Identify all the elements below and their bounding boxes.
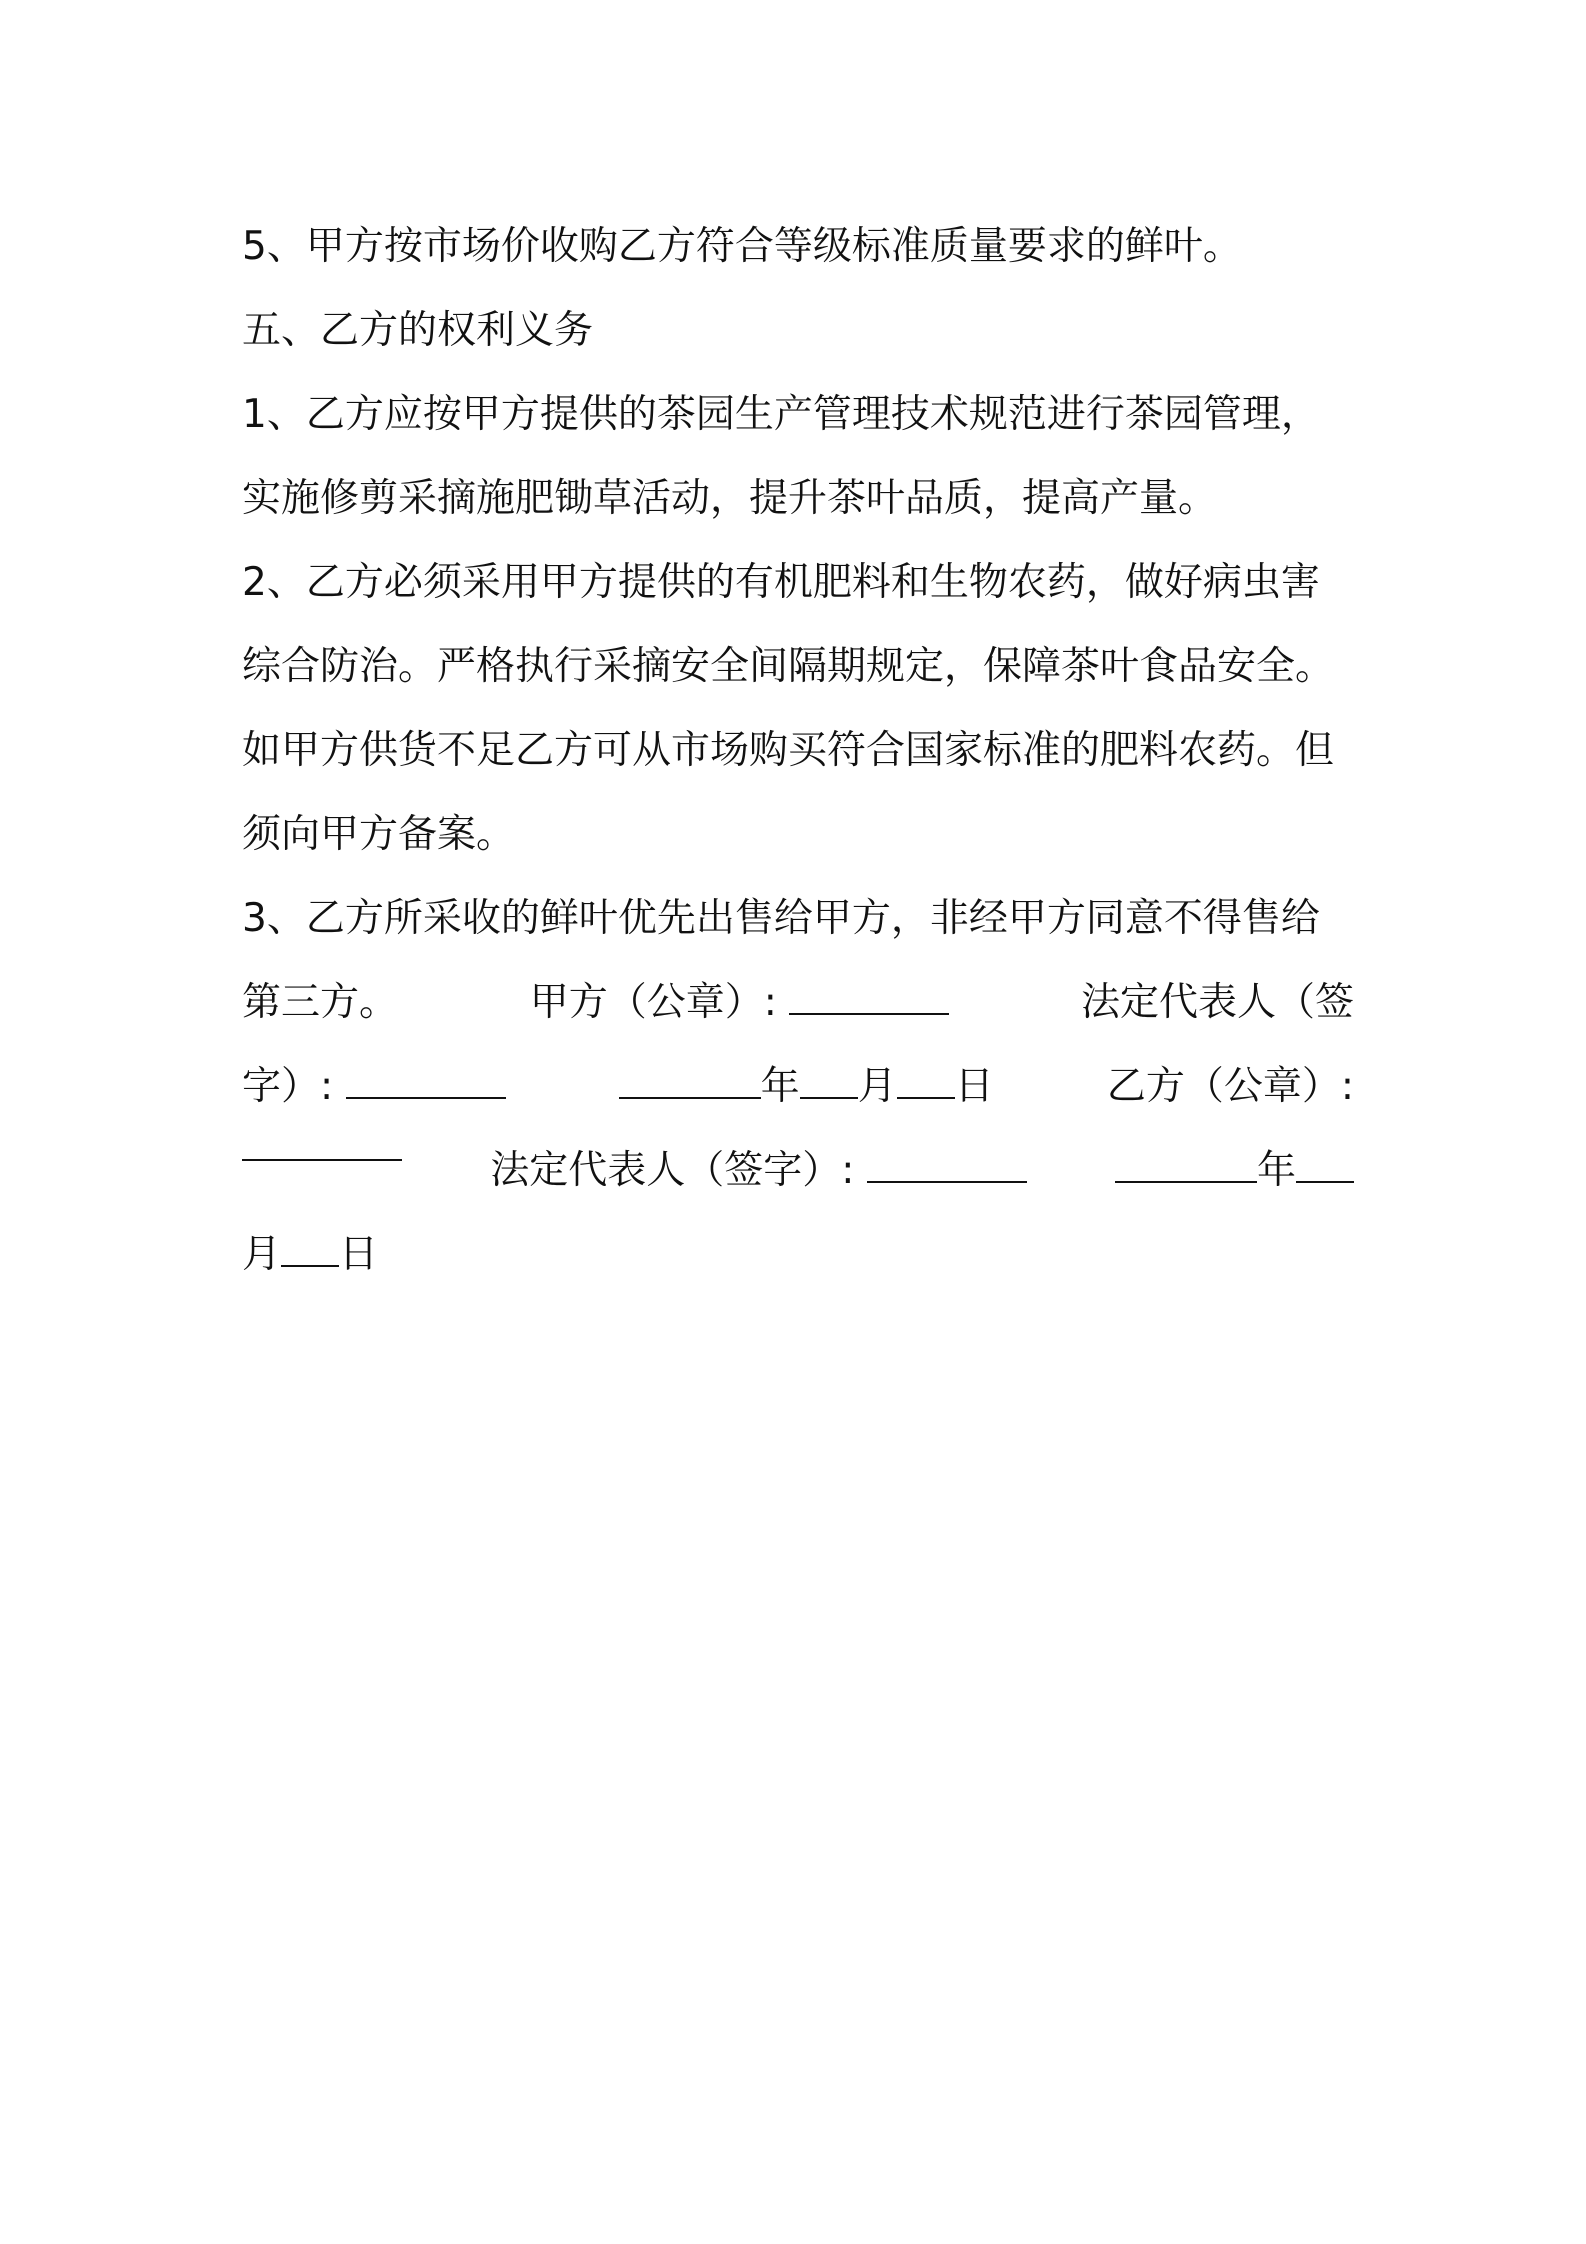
signature-line-2 [242,1045,1354,1129]
signature-line-1 [242,961,1354,1045]
paragraph-item-2-line-4: 须向甲方备案。 [242,812,516,857]
signature-line-4 [242,1213,1354,1297]
party-b-legal-rep-blank[interactable] [867,1151,1027,1183]
party-b-seal-blank[interactable] [242,1129,402,1161]
party-a-month-blank[interactable] [800,1067,858,1099]
party-a-day-blank[interactable] [897,1067,955,1099]
party-b-legal-rep-group [490,1129,1027,1213]
party-a-year-blank[interactable] [619,1067,761,1099]
day-label: 日 [339,1232,379,1277]
party-b-year-blank[interactable] [1115,1151,1257,1183]
party-a-date-group [619,1045,994,1129]
paragraph-item-5: 5、甲方按市场价收购乙方符合等级标准质量要求的鲜叶。 [242,224,1242,269]
year-label: 年 [1256,1148,1296,1193]
paragraph-item-1-line-2: 实施修剪采摘施肥锄草活动，提升茶叶品质，提高产量。 [242,476,1218,521]
party-a-seal-blank[interactable] [789,983,949,1015]
party-a-seal-label: 甲方（公章）: [529,980,777,1025]
party-b-day-blank[interactable] [281,1235,339,1267]
paragraph-item-1-line-1: 1、乙方应按甲方提供的茶园生产管理技术规范进行茶园管理， [242,392,1320,437]
party-b-seal-label: 乙方（公章）: [1106,1064,1354,1109]
party-a-legal-rep-label-end: 字）: [242,1064,334,1109]
document-page [242,205,1354,1297]
paragraph-item-2-line-2: 综合防治。严格执行采摘安全间隔期规定，保障茶叶食品安全。 [242,644,1335,689]
month-label: 月 [242,1232,282,1277]
item-3-tail: 第三方。 [242,980,399,1025]
party-b-legal-rep-label: 法定代表人（签字）: [490,1148,855,1193]
party-a-seal-group [530,961,950,1045]
party-b-year-group [1115,1129,1354,1213]
paragraph-item-2-line-1: 2、乙方必须采用甲方提供的有机肥料和生物农药，做好病虫害 [242,560,1320,605]
paragraph-item-2-line-3: 如甲方供货不足乙方可从市场购买符合国家标准的肥料农药。但 [242,728,1335,773]
section-heading-five: 五、乙方的权利义务 [242,308,594,353]
signature-line-3 [242,1129,1354,1213]
party-a-legal-rep-blank[interactable] [346,1067,506,1099]
year-label: 年 [760,1064,800,1109]
day-label: 日 [954,1064,994,1109]
paragraph-item-3-line-1: 3、乙方所采收的鲜叶优先出售给甲方，非经甲方同意不得售给 [242,896,1320,941]
party-a-legal-rep-label-start: 法定代表人（签 [1080,980,1354,1025]
party-b-month-blank[interactable] [1296,1151,1354,1183]
party-a-legal-rep-group [242,1045,506,1129]
month-label: 月 [857,1064,897,1109]
